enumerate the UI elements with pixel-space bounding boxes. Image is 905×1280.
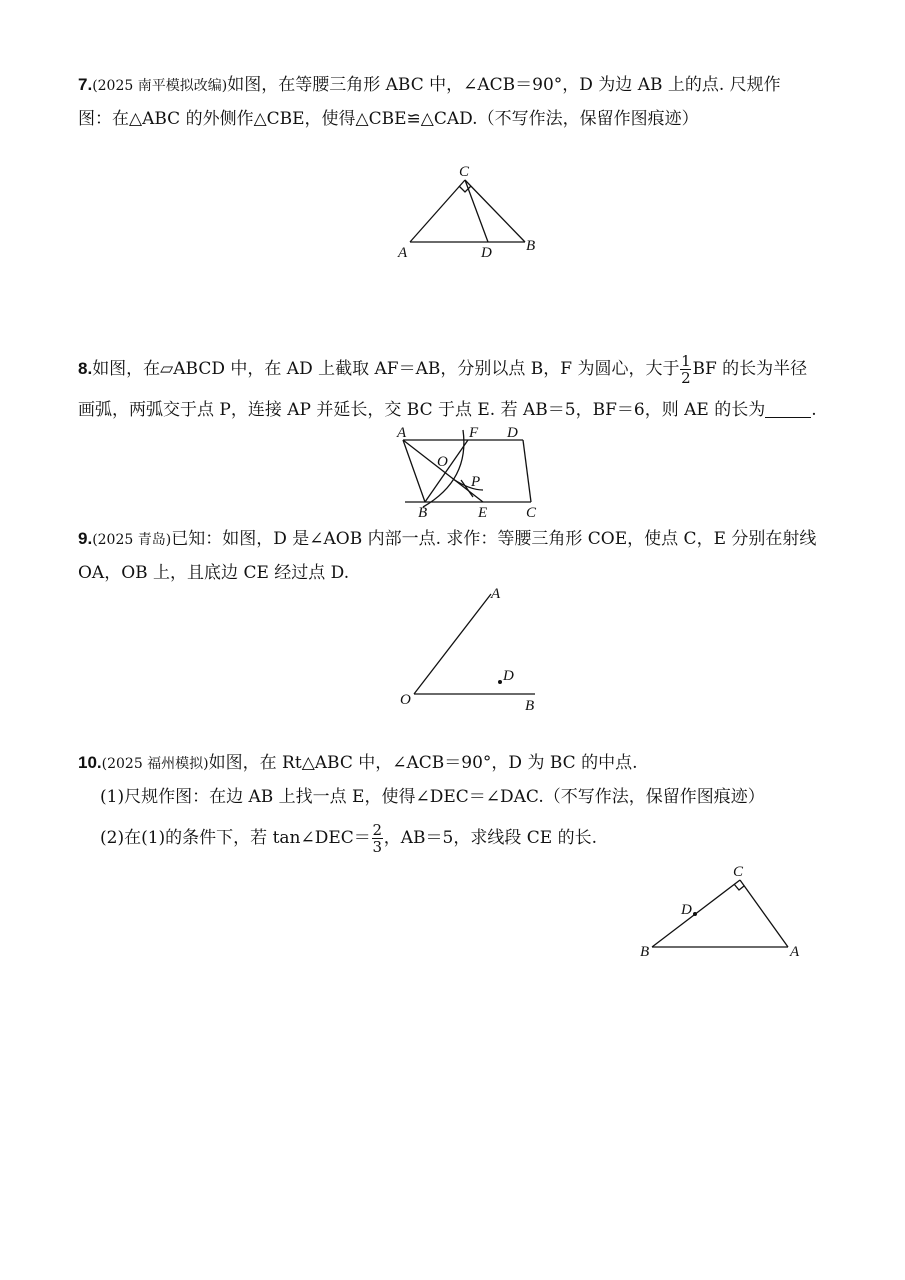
- label-f: F: [469, 425, 479, 441]
- problem-number: 10.: [78, 753, 102, 772]
- label-o: O: [437, 454, 448, 470]
- problem-text: 如图，在 Rt△ABC 中，∠ACB＝90°，D 为 BC 的中点.: [208, 753, 638, 773]
- point-d: [693, 912, 697, 916]
- figure-9: [395, 582, 545, 717]
- segment-ca: [740, 880, 788, 947]
- label-a: A: [397, 425, 407, 441]
- label-d: D: [681, 902, 692, 918]
- problem-8: [78, 352, 838, 427]
- problem-text: 如图，在▱ABCD 中，在 AD 上截取 AF＝AB，分别以点 B，F 为圆心，大于: [92, 359, 680, 379]
- problem-text: (2)在(1)的条件下，若 tan∠DEC＝: [100, 828, 371, 848]
- figure-8: [395, 425, 555, 520]
- point-d: [498, 680, 502, 684]
- label-c: C: [733, 864, 744, 880]
- label-b: B: [640, 944, 650, 960]
- problem-7: [78, 68, 838, 136]
- problem-source: (2025 青岛): [92, 532, 172, 548]
- fraction-denominator: 3: [372, 838, 383, 856]
- problem-10: [78, 746, 838, 855]
- answer-blank[interactable]: [765, 399, 811, 418]
- fraction-numerator: 1: [681, 352, 691, 370]
- label-e: E: [478, 505, 488, 521]
- segment-bc: [465, 180, 525, 242]
- label-p: P: [471, 474, 481, 490]
- label-b: B: [526, 238, 536, 254]
- problem-text: .: [811, 400, 817, 420]
- sub-question-2: [78, 822, 838, 855]
- sub-question-1: (1)尺规作图：在边 AB 上找一点 E，使得∠DEC＝∠DAC.（不写作法，保留作图痕迹）: [100, 787, 765, 807]
- label-b: B: [525, 698, 535, 714]
- fraction: [680, 353, 691, 386]
- figure-7: [395, 160, 545, 265]
- fraction-numerator: 2: [372, 821, 383, 839]
- label-d: D: [507, 425, 518, 441]
- problem-text: BF 的长为半径: [692, 359, 808, 379]
- label-o: O: [400, 692, 411, 708]
- label-a: A: [398, 245, 408, 261]
- figure-10: [635, 862, 810, 962]
- ray-oa: [414, 594, 491, 694]
- fraction: [372, 822, 383, 855]
- segment-ac: [410, 180, 465, 242]
- problem-9: [78, 522, 838, 590]
- segment-bf: [425, 440, 468, 502]
- problem-text: 已知：如图，D 是∠AOB 内部一点. 求作：等腰三角形 COE，使点 C，E 分别在射线: [171, 529, 817, 549]
- label-b: B: [418, 505, 428, 521]
- problem-number: 7.: [78, 75, 93, 94]
- segment-dc: [523, 440, 531, 502]
- problem-text: 如图，在等腰三角形 ABC 中，∠ACB＝90°，D 为边 AB 上的点. 尺规作: [227, 75, 781, 95]
- problem-source: (2025 福州模拟): [101, 756, 209, 772]
- label-a: A: [790, 944, 800, 960]
- problem-number: 9.: [78, 529, 93, 548]
- problem-number: 8.: [78, 359, 93, 378]
- label-c: C: [459, 164, 470, 180]
- right-angle-mark: [734, 884, 744, 890]
- problem-source: (2025 南平模拟改编): [92, 78, 228, 94]
- label-c: C: [526, 505, 537, 521]
- problem-text: 画弧，两弧交于点 P，连接 AP 并延长，交 BC 于点 E. 若 AB＝5，BF＝6，则 AE 的长为: [78, 400, 766, 420]
- problem-text: OA，OB 上，且底边 CE 经过点 D.: [78, 563, 350, 583]
- problem-text: 图：在△ABC 的外侧作△CBE，使得△CBE≌△CAD.（不写作法，保留作图痕迹）: [78, 109, 699, 129]
- label-d: D: [481, 245, 492, 261]
- fraction-denominator: 2: [681, 369, 691, 387]
- problem-text: ，AB＝5，求线段 CE 的长.: [383, 828, 597, 848]
- label-a: A: [491, 586, 501, 602]
- label-d: D: [503, 668, 514, 684]
